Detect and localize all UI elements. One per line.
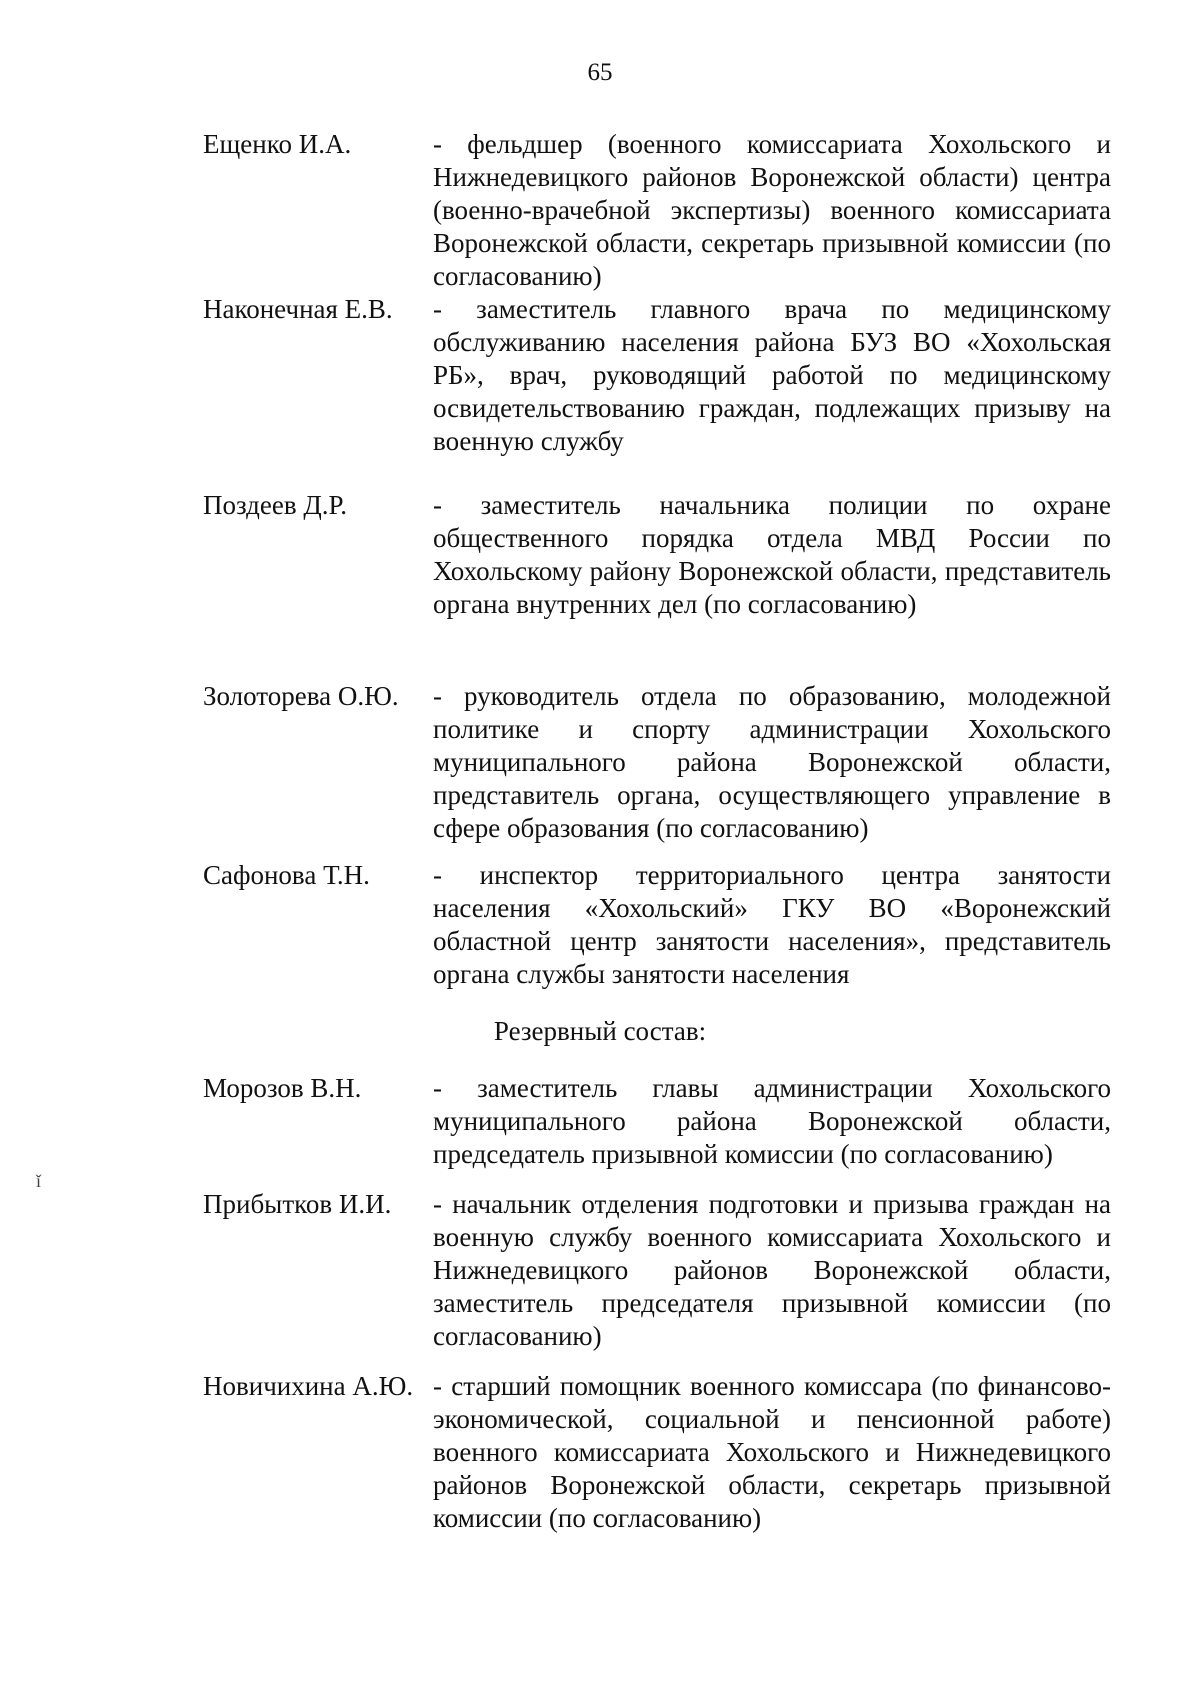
member-role: - руководитель отдела по образованию, молодежной политике и спорту администрации Хохольского муниципального района Воронежской области, представитель органа, осуществляющего управление в сфере образования (по согласованию) xyxy=(433,681,1111,843)
member-role: - старший помощник военного комиссара (по финансово-экономической, социальной и пенсионной работе) военного комиссариата Хохольского и Нижнедевицкого районов Воронежской области, секретарь призывной комиссии (по согласованию) xyxy=(433,1371,1111,1533)
commission-member xyxy=(203,489,1111,621)
member-name: Поздеев Д.Р. xyxy=(203,490,347,520)
commission-member xyxy=(203,859,1111,991)
commission-member xyxy=(203,293,1111,458)
member-role: - начальник отделения подготовки и призыва граждан на военную службу военного комиссариата Хохольского и Нижнедевицкого районов Воронежской области, заместитель председателя призывной комиссии (по согласованию) xyxy=(433,1189,1111,1351)
member-name: Прибытков И.И. xyxy=(203,1189,392,1219)
member-role: - фельдшер (военного комиссариата Хохольского и Нижнедевицкого районов Воронежской области) центра (военно-врачебной экспертизы) военного комиссариата Воронежской области, секретарь призывной комиссии (по согласованию) xyxy=(433,129,1111,291)
member-name: Новичихина А.Ю. xyxy=(203,1371,414,1401)
member-role: - заместитель главы администрации Хохольского муниципального района Воронежской области, председатель призывной комиссии (по согласованию) xyxy=(433,1073,1111,1169)
commission-member xyxy=(203,128,1111,293)
member-role: - заместитель главного врача по медицинскому обслуживанию населения района БУЗ ВО «Хохольская РБ», врач, руководящий работой по медицинскому освидетельствованию граждан, подлежащих призыву на военную службу xyxy=(433,294,1111,456)
reserve-member xyxy=(203,1072,1111,1171)
member-name: Морозов В.Н. xyxy=(203,1073,362,1103)
member-role: - инспектор территориального центра занятости населения «Хохольский» ГКУ ВО «Воронежский областной центр занятости населения», представитель органа службы занятости населения xyxy=(433,860,1111,989)
member-role: - заместитель начальника полиции по охране общественного порядка отдела МВД России по Хохольскому району Воронежской области, представитель органа внутренних дел (по согласованию) xyxy=(433,490,1111,619)
margin-mark: ǐ xyxy=(36,1171,42,1191)
reserve-heading: Резервный состав: xyxy=(493,1016,707,1046)
page-number: 65 xyxy=(587,59,613,86)
reserve-member xyxy=(203,1370,1111,1535)
commission-member xyxy=(203,680,1111,845)
member-name: Золоторева О.Ю. xyxy=(203,681,399,711)
member-name: Сафонова Т.Н. xyxy=(203,860,370,890)
member-name: Наконечная Е.В. xyxy=(203,294,393,324)
reserve-member xyxy=(203,1188,1111,1353)
member-name: Ещенко И.А. xyxy=(203,129,352,159)
